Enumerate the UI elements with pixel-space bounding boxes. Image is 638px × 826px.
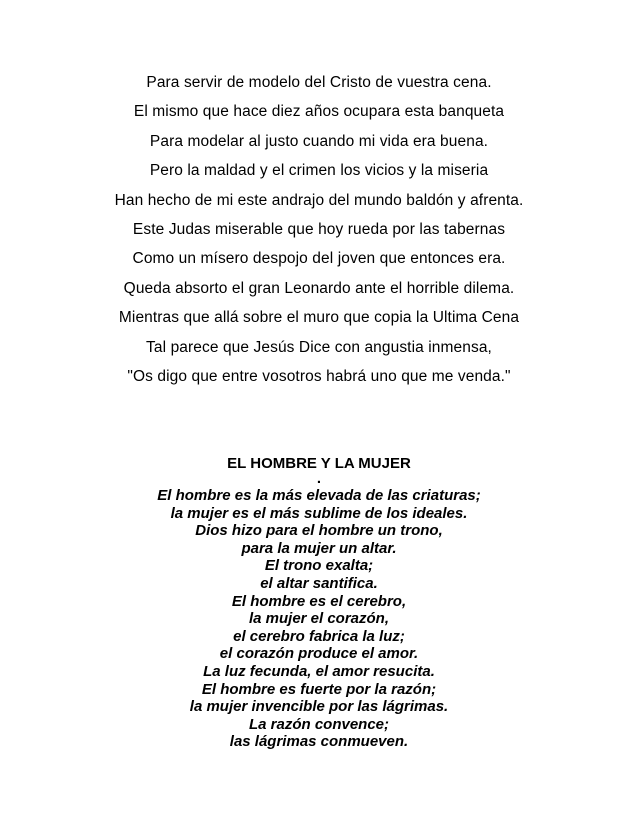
poem-line: para la mujer un altar. — [241, 539, 397, 557]
poem-line: Para servir de modelo del Cristo de vuestra cena. — [146, 74, 492, 91]
poem-line: La razón convence; — [248, 715, 390, 733]
poem-line: el corazón produce el amor. — [219, 645, 419, 663]
poem-title: EL HOMBRE Y LA MUJER — [227, 455, 411, 472]
poem-line: Queda absorto el gran Leonardo ante el horrible dilema. — [123, 279, 515, 297]
poem-line: Dios hizo para el hombre un trono, — [195, 522, 443, 540]
poem-line: La luz fecunda, el amor resucita. — [203, 662, 435, 680]
poem-line: la mujer invencible por las lágrimas. — [189, 698, 449, 716]
poem-line: "Os digo que entre vosotros habrá uno que me venda." — [127, 367, 511, 385]
poem-line: el cerebro fabrica la luz; — [233, 627, 405, 645]
poem-line: el altar santifica. — [260, 574, 378, 592]
poem-line: Mientras que allá sobre el muro que copia la Ultima Cena — [118, 309, 520, 327]
poem-line: la mujer el corazón, — [248, 610, 390, 628]
poem-line: Para modelar al justo cuando mi vida era buena. — [149, 132, 489, 150]
poem-line: El hombre es el cerebro, — [231, 592, 407, 610]
poem-line: Pero la maldad y el crimen los vicios y la miseria — [149, 162, 489, 180]
poem-stanza-cena — [0, 68, 638, 391]
poem-line: El hombre es fuerte por la razón; — [201, 680, 437, 698]
poem-line: las lágrimas conmueven. — [229, 733, 409, 751]
poem-line: Este Judas miserable que hoy rueda por las tabernas — [132, 220, 506, 238]
title-separator: . — [316, 470, 322, 487]
poem-line: El mismo que hace diez años ocupara esta banqueta — [133, 103, 505, 121]
poem-line: Han hecho de mi este andrajo del mundo baldón y afrenta. — [114, 191, 524, 209]
poem-line: El trono exalta; — [264, 557, 374, 575]
poem-hombre-mujer — [0, 487, 638, 751]
poem-line: El hombre es la más elevada de las criaturas; — [157, 487, 481, 504]
poem-line: Como un mísero despojo del joven que entonces era. — [132, 250, 506, 268]
poem-line: Tal parece que Jesús Dice con angustia inmensa, — [146, 338, 492, 356]
poem-line: la mujer es el más sublime de los ideales. — [170, 504, 468, 522]
